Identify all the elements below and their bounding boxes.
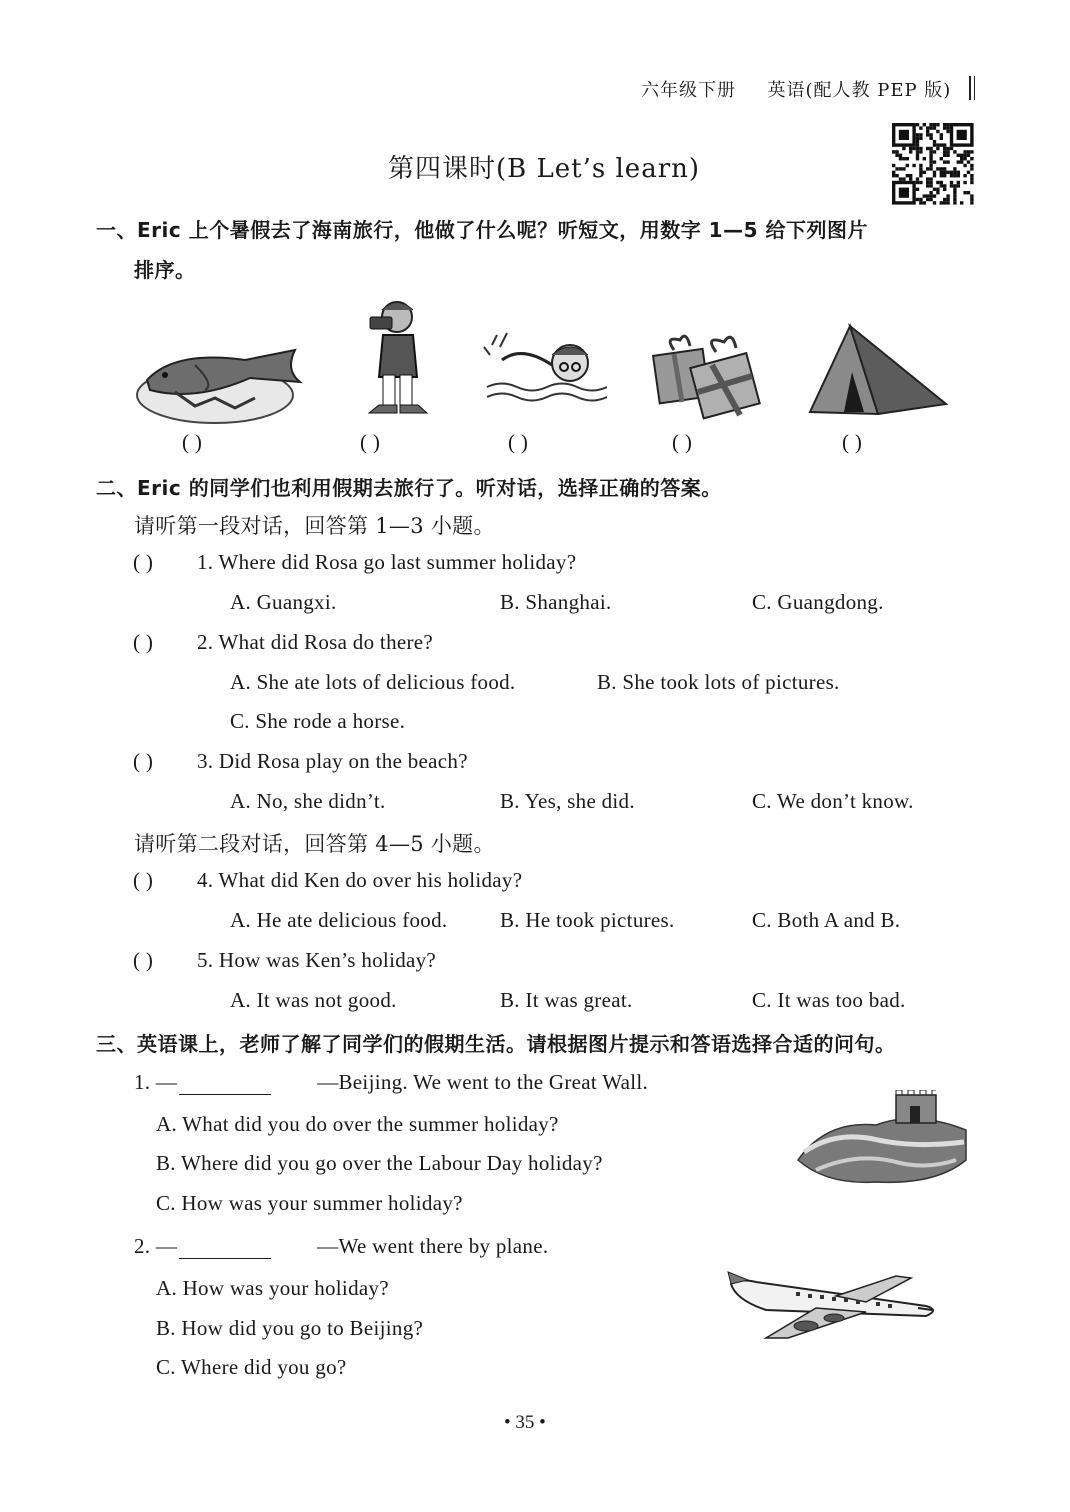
answer-bracket[interactable]: ( ) <box>182 430 203 454</box>
dialogue-2 <box>134 1234 548 1259</box>
question-text: 1. Where did Rosa go last summer holiday? <box>197 550 577 574</box>
dialogue-number: 2. — <box>134 1234 178 1258</box>
option-c[interactable]: C. Where did you go? <box>156 1355 347 1379</box>
dialogue-number: 1. — <box>134 1070 178 1094</box>
option-a[interactable]: A. It was not good. <box>230 988 397 1012</box>
section2-part1: 请听第一段对话，回答第 1—3 小题。 <box>134 514 495 538</box>
option-a[interactable]: A. How was your holiday? <box>156 1276 389 1300</box>
option-c[interactable]: C. It was too bad. <box>752 988 906 1012</box>
section1-heading-cont: 排序。 <box>134 258 196 282</box>
answer-bracket[interactable]: ( ) <box>672 430 693 454</box>
option-c[interactable]: C. How was your summer holiday? <box>156 1191 463 1215</box>
header-bar <box>969 76 975 100</box>
question-bracket[interactable]: ( ) <box>133 749 154 773</box>
option-c[interactable]: C. Both A and B. <box>752 908 901 932</box>
option-a[interactable]: A. What did you do over the summer holiday? <box>156 1112 559 1136</box>
question-bracket[interactable]: ( ) <box>133 550 154 574</box>
option-b[interactable]: B. How did you go to Beijing? <box>156 1316 424 1340</box>
question-text: 5. How was Ken’s holiday? <box>197 948 437 972</box>
question-bracket[interactable]: ( ) <box>133 948 154 972</box>
option-b[interactable]: B. Where did you go over the Labour Day holiday? <box>156 1151 603 1175</box>
section2-heading: 二、Eric 的同学们也利用假期去旅行了。听对话，选择正确的答案。 <box>96 476 722 500</box>
header-book: 六年级下册 <box>641 80 736 101</box>
question-bracket[interactable]: ( ) <box>133 630 154 654</box>
great-wall-icon <box>796 1090 968 1188</box>
section3-heading: 三、英语课上，老师了解了同学们的假期生活。请根据图片提示和答语选择合适的问句。 <box>96 1032 896 1056</box>
option-b[interactable]: B. Yes, she did. <box>500 789 635 813</box>
airplane-icon <box>726 1270 944 1340</box>
section2-part2: 请听第二段对话，回答第 4—5 小题。 <box>134 832 495 856</box>
dialogue-1 <box>134 1070 648 1095</box>
answer-blank[interactable] <box>179 1238 271 1259</box>
option-c[interactable]: C. Guangdong. <box>752 590 884 614</box>
running-header <box>641 76 951 102</box>
gift-boxes-icon <box>652 330 762 425</box>
option-b[interactable]: B. She took lots of pictures. <box>597 670 840 694</box>
answer-bracket[interactable]: ( ) <box>360 430 381 454</box>
option-c[interactable]: C. We don’t know. <box>752 789 914 813</box>
page-title: 第四课时(B Let’s learn) <box>388 154 701 184</box>
option-b[interactable]: B. It was great. <box>500 988 633 1012</box>
answer-bracket[interactable]: ( ) <box>842 430 863 454</box>
answer-bracket[interactable]: ( ) <box>508 430 529 454</box>
option-c[interactable]: C. She rode a horse. <box>230 709 406 733</box>
header-subject: 英语(配人教 PEP 版) <box>767 80 952 101</box>
section1-heading: 一、Eric 上个暑假去了海南旅行，他做了什么呢？听短文，用数字 1—5 给下列图片 <box>96 218 868 242</box>
answer-blank[interactable] <box>179 1074 271 1095</box>
question-bracket[interactable]: ( ) <box>133 868 154 892</box>
page-number: • 35 • <box>504 1412 546 1433</box>
tent-icon <box>808 322 950 417</box>
fish-dish-icon <box>135 340 305 425</box>
dialogue-answer: —Beijing. We went to the Great Wall. <box>317 1070 649 1094</box>
option-a[interactable]: A. Guangxi. <box>230 590 337 614</box>
question-text: 3. Did Rosa play on the beach? <box>197 749 468 773</box>
qr-code-icon <box>890 122 976 206</box>
question-text: 2. What did Rosa do there? <box>197 630 434 654</box>
swimmer-icon <box>482 325 607 410</box>
option-a[interactable]: A. He ate delicious food. <box>230 908 448 932</box>
option-b[interactable]: B. He took pictures. <box>500 908 675 932</box>
dialogue-answer: —We went there by plane. <box>317 1234 549 1258</box>
question-text: 4. What did Ken do over his holiday? <box>197 868 523 892</box>
option-a[interactable]: A. She ate lots of delicious food. <box>230 670 516 694</box>
option-a[interactable]: A. No, she didn’t. <box>230 789 386 813</box>
boy-taking-photo-icon <box>355 295 435 420</box>
option-b[interactable]: B. Shanghai. <box>500 590 612 614</box>
